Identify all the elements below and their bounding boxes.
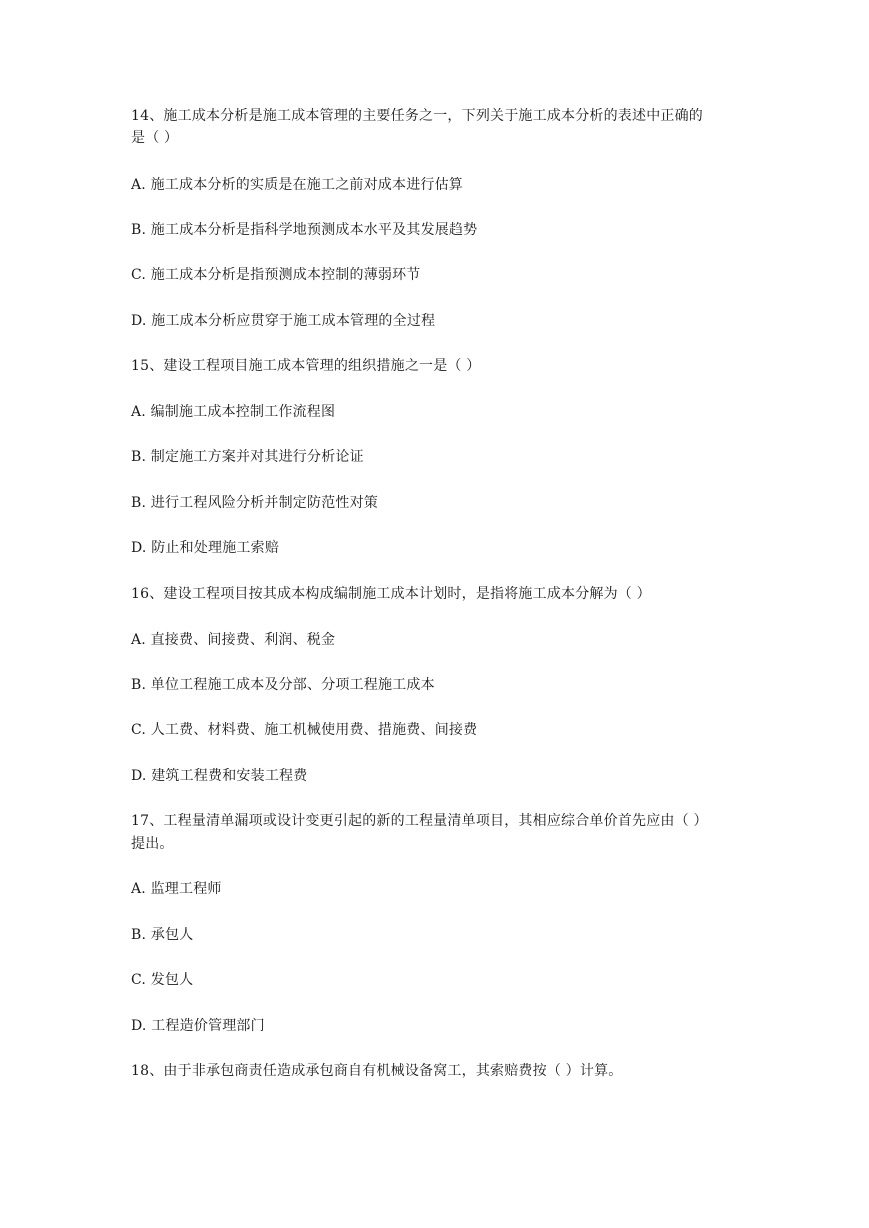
q15-option-c: B. 进行工程风险分析并制定防范性对策 (131, 495, 378, 511)
q16-option-c: C. 人工费、材料费、施工机械使用费、措施费、间接费 (131, 722, 478, 738)
q14-stem-line-1: 14、施工成本分析是施工成本管理的主要任务之一，下列关于施工成本分析的表述中正确的 (131, 108, 704, 124)
q17-option-a: A. 监理工程师 (131, 881, 222, 897)
q14-option-c: C. 施工成本分析是指预测成本控制的薄弱环节 (131, 267, 421, 283)
q16-stem: 16、建设工程项目按其成本构成编制施工成本计划时，是指将施工成本分解为（ ） (131, 586, 651, 602)
q17-stem-line-2: 提出。 (131, 836, 174, 852)
q14-option-a: A. 施工成本分析的实质是在施工之前对成本进行估算 (131, 177, 464, 193)
q14-option-d: D. 施工成本分析应贯穿于施工成本管理的全过程 (131, 313, 436, 329)
q14-stem-line-2: 是（ ） (131, 130, 179, 146)
q17-option-d: D. 工程造价管理部门 (131, 1018, 265, 1034)
q17-option-b: B. 承包人 (131, 927, 194, 943)
q15-option-b: B. 制定施工方案并对其进行分析论证 (131, 449, 364, 465)
q16-option-b: B. 单位工程施工成本及分部、分项工程施工成本 (131, 677, 435, 693)
q17-stem-line-1: 17、工程量清单漏项或设计变更引起的新的工程量清单项目，其相应综合单价首先应由（ ） (131, 813, 708, 829)
q18-stem: 18、由于非承包商责任造成承包商自有机械设备窝工，其索赔费按（ ）计算。 (131, 1063, 623, 1079)
q16-option-a: A. 直接费、间接费、利润、税金 (131, 632, 336, 648)
q15-option-d: D. 防止和处理施工索赔 (131, 540, 280, 556)
q14-option-b: B. 施工成本分析是指科学地预测成本水平及其发展趋势 (131, 222, 478, 238)
q16-option-d: D. 建筑工程费和安装工程费 (131, 768, 308, 784)
q17-option-c: C. 发包人 (131, 972, 194, 988)
q15-stem: 15、建设工程项目施工成本管理的组织措施之一是（ ） (131, 358, 481, 374)
q15-option-a: A. 编制施工成本控制工作流程图 (131, 404, 336, 420)
